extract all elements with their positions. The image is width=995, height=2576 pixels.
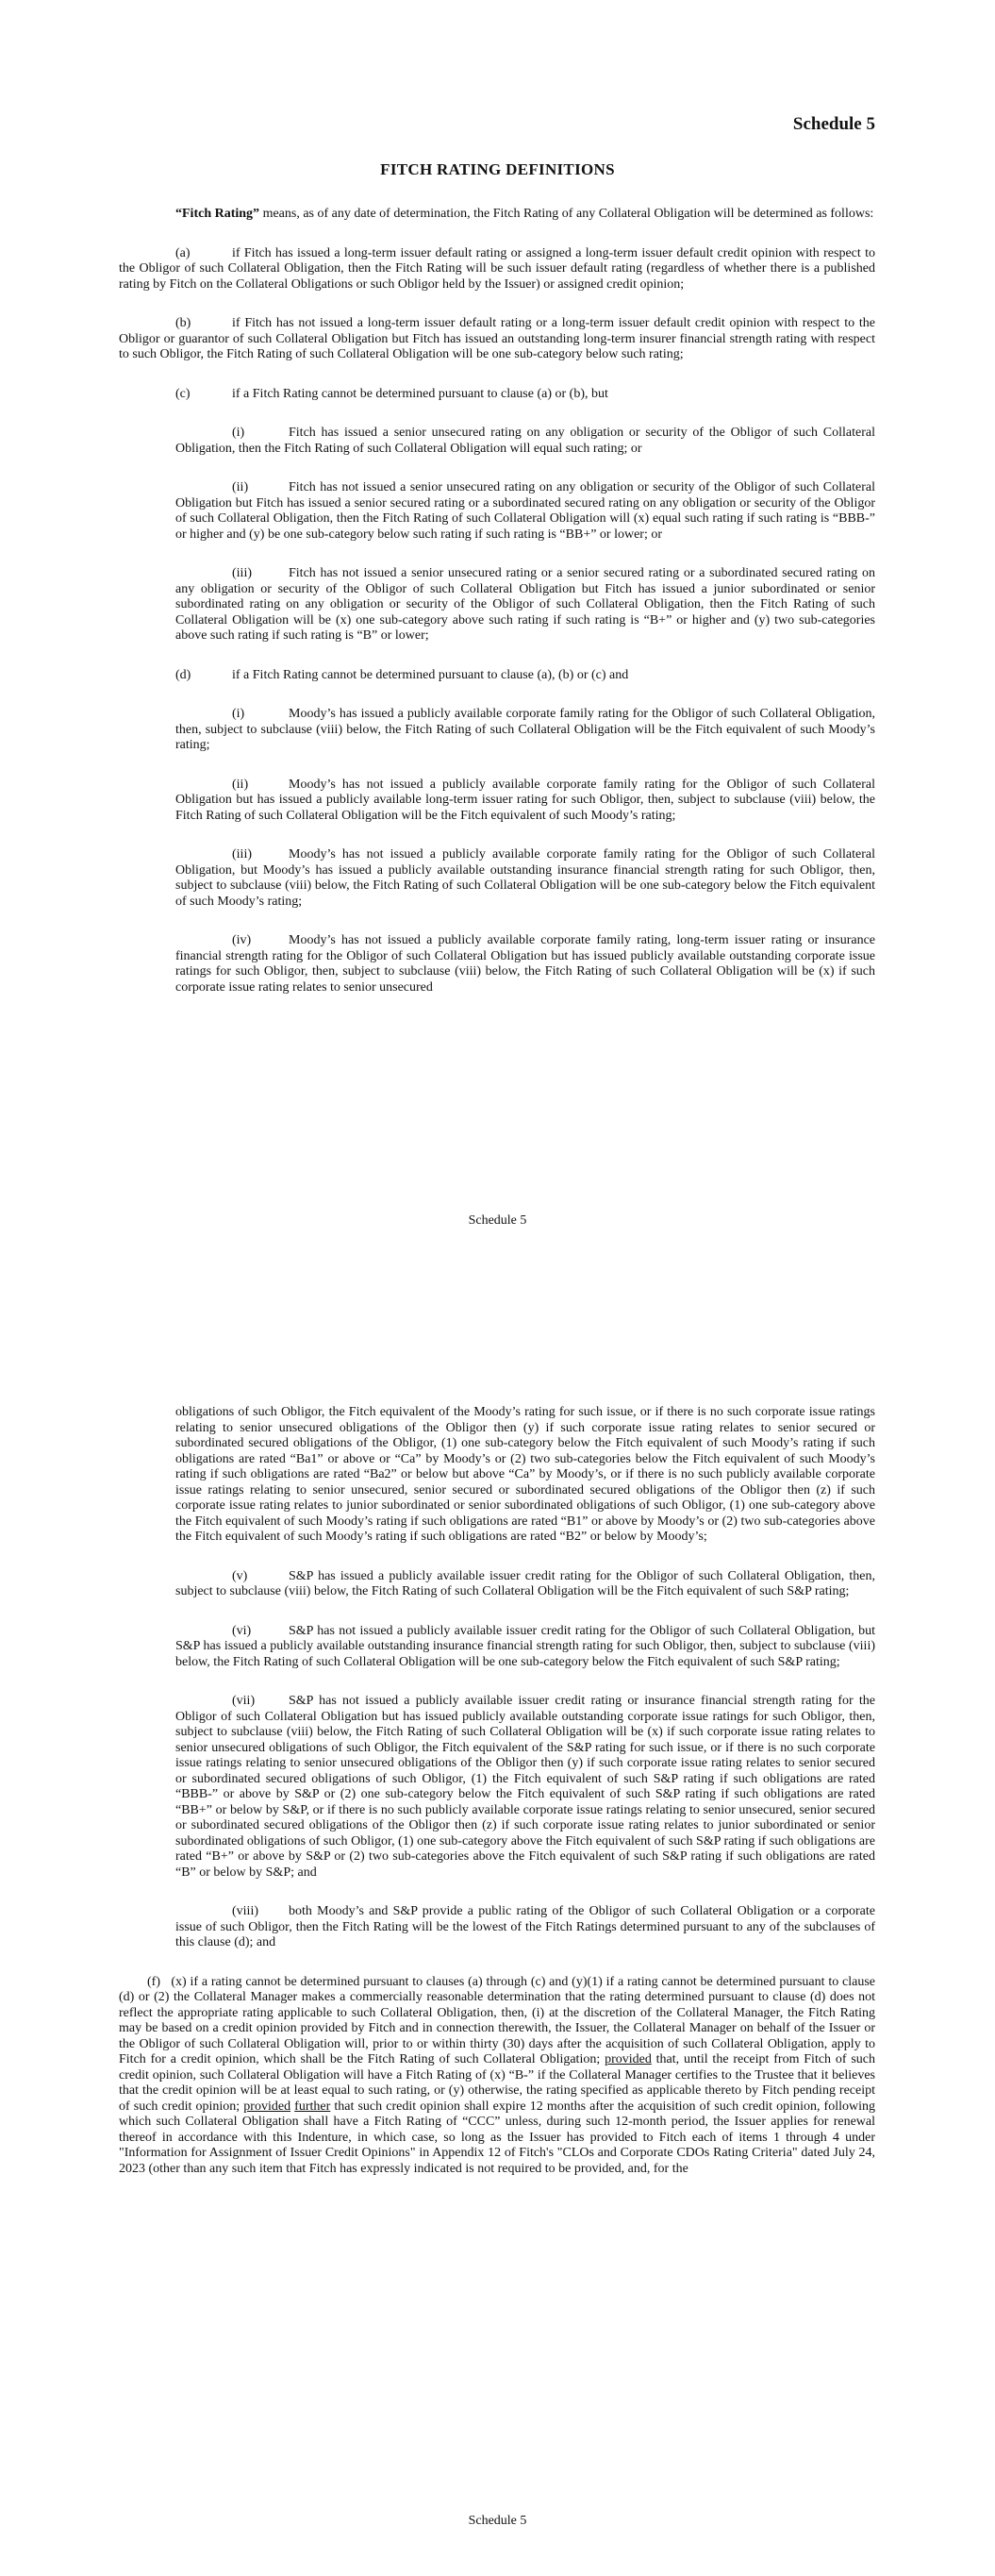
provided-term-2: provided [243, 2099, 291, 2114]
clause-d-viii-text: both Moody’s and S&P provide a public rating of the Obligor of such Collateral Obligation or a corporate issue of such Obligor, then the Fitch Rating will be the lowest of the Fitch Ratings determined pursuant to any of the subclauses of this clause (d); and [175, 1904, 875, 1949]
clause-d-label: (d) [175, 667, 191, 682]
page-footer: Schedule 5 [468, 1213, 527, 1228]
clause-d-iv-continued: obligations of such Obligor, the Fitch equivalent of the Moody’s rating for such issue, or if there is no such corporate issue ratings relating to senior unsecured obligations of the Obligor then (y) if such corporate issue rating relates to senior secured or subordinated secured obligations of the Obligor, (1) one sub-category below the Fitch equivalent of such Moody’s rating if such obligations are rated “Ba1” or above or “Ca” by Moody’s or (2) two sub-categories below the Fitch equivalent of such Moody’s rating if such obligations are rated “Ba2” or below but above “Ca” by Moody’s, or if there is no such publicly available corporate issue ratings relating to senior unsecured, senior secured or subordinated secured obligations of the Obligor then (z) if such corporate issue rating relates to junior subordinated or senior subordinated obligations of such Obligor, (1) one sub-category above the Fitch equivalent of such Moody’s rating if such obligations are rated “B1” or above by Moody’s or (2) two sub-categories above the Fitch equivalent of such Moody’s rating if such obligations are rated “B2” or below by Moody’s; [175, 1405, 875, 1544]
clause-f-text-2: that, until the receipt from Fitch of such credit opinion, such Collateral Obligation will have a Fitch Rating of (x) “B-” if the Collateral Manager certifies to the Trustee that it believes that the credit opinion will be at least equal to such rating, or (y) otherwise, the rating specified as applicable thereto by Fitch pending receipt of such credit opinion; [119, 2052, 875, 2114]
clause-d-ii-label: (ii) [232, 777, 249, 792]
clause-c-iii [119, 566, 875, 644]
schedule-header: Schedule 5 [792, 114, 875, 134]
document-title: FITCH RATING DEFINITIONS [380, 160, 615, 178]
clause-d-iv-text: Moody’s has not issued a publicly available corporate family rating, long-term issuer rating or insurance financial strength rating for the Obligor of such Collateral Obligation but has issued publicly available outstanding corporate issue ratings for such Obligor, then, subject to subclause (viii) below, the Fitch Rating of such Collateral Obligation will be (x) if such corporate issue rating relates to senior unsecured [175, 933, 875, 995]
clause-d-i-text: Moody’s has issued a publicly available corporate family rating for the Obligor of such Collateral Obligation, then, subject to subclause (viii) below, the Fitch Rating of such Collateral Obligation will be the Fitch equivalent of such Moody’s rating; [175, 707, 875, 752]
clause-f [119, 1975, 875, 2178]
clause-c-iii-text: Fitch has not issued a senior unsecured rating or a senior secured rating or a subordinated secured rating on any obligation or security of the Obligor of such Collateral Obligation but Fitch has issued a junior subordinated or senior subordinated rating on any obligation or security of the Obligor of such Collateral Obligation, then the Fitch Rating of such Collateral Obligation will be (x) one sub-category above such rating if such rating is “B+” or higher and (y) two sub-categories above such rating if such rating is “B” or lower; [175, 566, 875, 643]
clause-d-iii-text: Moody’s has not issued a publicly available corporate family rating for the Obligor of such Collateral Obligation, but Moody’s has issued a publicly available outstanding insurance financial strength rating for such Obligor, then, subject to subclause (viii) below, the Fitch Rating of such Collateral Obligation will be one sub-category below the Fitch equivalent of such Moody’s rating; [175, 847, 875, 909]
clause-d-v-text: S&P has issued a publicly available issuer credit rating for the Obligor of such Collateral Obligation, then, subject to subclause (viii) below, the Fitch Rating of such Collateral Obligation will be the Fitch equivalent of such S&P rating; [175, 1568, 875, 1598]
clause-d-viii [119, 1904, 875, 1951]
clause-d-viii-label: (viii) [232, 1904, 258, 1918]
clause-d-v-label: (v) [232, 1568, 248, 1583]
clause-b-text: if Fitch has not issued a long-term issuer default rating or a long-term issuer default credit opinion with respect to the Obligor or guarantor of such Collateral Obligation but Fitch has issued an outstanding long-term insurer financial strength rating with respect to such Obligor, the Fitch Rating of such Collateral Obligation will be one sub-category below such rating; [119, 316, 875, 361]
clause-d-vii-text: S&P has not issued a publicly available issuer credit rating or insurance financial strength rating for the Obligor of such Collateral Obligation but has issued publicly available outstanding corporate issue ratings for such Obligor, then, subject to subclause (viii) below, the Fitch Rating of such Collateral Obligation will be (x) if such corporate issue rating relates to senior unsecured obligations of such Obligor, the Fitch equivalent of the S&P rating for such issue, or if there is no such corporate issue ratings relating to senior unsecured obligations of the Obligor then (y) if such corporate issue rating relates to senior secured or subordinated secured obligations of such Obligor, (1) the Fitch equivalent of such S&P rating if such obligations are rated “BBB-” or above by S&P or (2) one sub-category below the Fitch equivalent of such S&P rating if such obligations are rated “BB+” or below by S&P, or if there is no such publicly available corporate issue ratings relating to senior unsecured, senior secured or subordinated secured obligations of the Obligor then (z) if such corporate issue rating relates to junior subordinated or senior subordinated obligations of such Obligor, (1) one sub-category above the Fitch equivalent of such S&P rating if such obligations are rated “B+” or above by S&P or (2) two sub-categories above the Fitch equivalent of such S&P rating if such obligations are rated “B” or below by S&P; and [175, 1694, 875, 1880]
clause-d-i-label: (i) [232, 707, 245, 721]
clause-b [119, 316, 875, 363]
provided-term: provided [605, 2052, 652, 2066]
document-page-1 [0, 0, 995, 1274]
clause-f-text-1: (x) if a rating cannot be determined pursuant to clauses (a) through (c) and (y)(1) if a rating cannot be determined pursuant to clause (d) or (2) the Collateral Manager makes a commercially reasonable determination that the rating determined pursuant to clause (d) does not reflect the appropriate rating applicable to such Collateral Obligation, then, (i) at the discretion of the Collateral Manager, the Fitch Rating may be based on a credit opinion provided by Fitch and in connection therewith, the Issuer, the Collateral Manager on behalf of the Issuer or the Obligor of such Collateral Obligation will, prior to or within thirty (30) days after the acquisition of such Collateral Obligation, apply to Fitch for a credit opinion, which shall be the Fitch Rating of such Collateral Obligation; [119, 1974, 875, 2066]
clause-a-label: (a) [175, 245, 191, 260]
further-term: further [294, 2099, 331, 2114]
clause-d-v [119, 1569, 875, 1600]
clause-d-i [119, 707, 875, 754]
page-2-body [119, 1405, 875, 2177]
clause-d-iii-label: (iii) [232, 847, 252, 861]
clause-f-label: (f) [147, 1974, 160, 1989]
clause-c [119, 387, 875, 403]
clause-c-iii-label: (iii) [232, 566, 252, 580]
page-footer-2: Schedule 5 [468, 2514, 527, 2528]
clause-d-vii [119, 1694, 875, 1881]
clause-d-vi [119, 1624, 875, 1671]
clause-c-i-text: Fitch has issued a senior unsecured rating on any obligation or security of the Obligor of such Collateral Obligation, then the Fitch Rating of such Collateral Obligation will equal such rating; or [175, 426, 875, 456]
clause-b-label: (b) [175, 316, 191, 330]
document-page-2 [0, 1274, 995, 2576]
clause-d-text: if a Fitch Rating cannot be determined pursuant to clause (a), (b) or (c) and [232, 667, 629, 682]
intro-paragraph [119, 207, 875, 223]
clause-d-iv-label: (iv) [232, 933, 252, 947]
clause-d [119, 668, 875, 684]
clause-f-text-3: that such credit opinion shall expire 12 months after the acquisition of such credit opinion, following which such Collateral Obligation shall have a Fitch Rating of “CCC” unless, during such 12-month period, the Issuer applies for renewal thereof in accordance with this Indenture, in which case, so long as the Issuer has provided to Fitch each of items 1 through 4 under "Information for Assignment of Issuer Credit Opinions" in Appendix 12 of Fitch's "CLOs and Corporate CDOs Rating Criteria" dated July 24, 2023 (other than any such item that Fitch has expressly indicated is not required to be provided, and, for the [119, 2099, 876, 2176]
clause-d-vi-label: (vi) [232, 1623, 252, 1638]
clause-d-ii-text: Moody’s has not issued a publicly available corporate family rating for the Obligor of such Collateral Obligation but has issued a publicly available long-term issuer rating for such Obligor, then, subject to subclause (viii) below, the Fitch Rating of such Collateral Obligation will be the Fitch equivalent of such Moody’s rating; [175, 777, 875, 823]
clause-a-text: if Fitch has issued a long-term issuer default rating or assigned a long-term issuer default credit opinion with respect to the Obligor of such Collateral Obligation, then the Fitch Rating will be such issuer default rating (regardless of whether there is a published rating by Fitch on the Collateral Obligations or such Obligor held by the Issuer) or assigned credit opinion; [119, 245, 875, 292]
intro-text: means, as of any date of determination, the Fitch Rating of any Collateral Obligation will be determined as follows: [259, 207, 874, 221]
clause-d-vi-text: S&P has not issued a publicly available issuer credit rating for the Obligor of such Collateral Obligation, but S&P has issued a publicly available outstanding insurance financial strength rating for such Obligor, then, subject to subclause (viii) below, the Fitch Rating of such Collateral Obligation will be one sub-category below the Fitch equivalent of such S&P rating; [175, 1623, 875, 1669]
clause-c-i [119, 426, 875, 457]
clause-c-text: if a Fitch Rating cannot be determined pursuant to clause (a) or (b), but [232, 386, 608, 401]
clause-c-ii-label: (ii) [232, 480, 249, 494]
clause-d-iv [119, 933, 875, 995]
clause-c-ii [119, 480, 875, 543]
clause-d-iii [119, 847, 875, 910]
clause-d-ii [119, 778, 875, 825]
clause-c-label: (c) [175, 386, 191, 401]
page-1-body [119, 207, 875, 995]
clause-a [119, 246, 875, 293]
defined-term: “Fitch Rating” [175, 207, 260, 221]
clause-c-i-label: (i) [232, 426, 245, 440]
clause-d-vii-label: (vii) [232, 1694, 256, 1708]
clause-c-ii-text: Fitch has not issued a senior unsecured rating on any obligation or security of the Obligor of such Collateral Obligation but Fitch has issued a senior secured rating or a subordinated secured rating on any obligation or security of the Obligor of such Collateral Obligation, then the Fitch Rating of such Collateral Obligation will (x) equal such rating if such rating is “BBB-” or higher and (y) be one sub-category below such rating if such rating is “BB+” or lower; or [175, 480, 875, 542]
